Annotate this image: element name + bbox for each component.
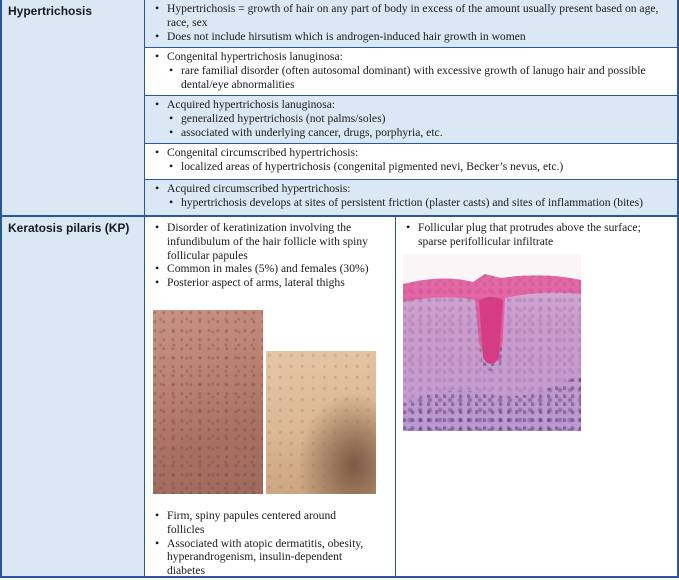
hypertrichosis-section-2 [145,48,677,96]
list-item: • Common in males (5%) and females (30%) [153,262,383,276]
histology-plug-illustration [403,254,581,431]
sub-list-item: • rare familial disorder (often autosomal dominant) with excessive growth of lanugo hair and possible dental/eye abnormalities [167,64,671,92]
list-item: • Does not include hirsutism which is androgen-induced hair growth in women [153,30,671,44]
list-item: • Acquired hypertrichosis lanuginosa: [153,98,671,112]
hypertrichosis-section-4 [145,144,677,180]
list-item: • Disorder of keratinization involving the infundibulum of the hair follicle with spiny follicular papules [153,221,383,262]
hypertrichosis-section-1 [145,0,677,48]
list-item: • Firm, spiny papules centered around follicles [153,509,373,537]
hypertrichosis-row [2,0,677,215]
kp-clinical-photo-arm [153,310,263,494]
list-item: • Acquired circumscribed hypertrichosis: [153,182,671,196]
list-item: • Posterior aspect of arms, lateral thighs [153,276,383,290]
hypertrichosis-section-3 [145,96,677,144]
list-item: • Associated with atopic dermatitis, obesity, hyperandrogenism, insulin-dependent diabetes [153,537,373,578]
kp-clinical-photo-thigh [266,351,376,494]
keratosis-pilaris-label: Keratosis pilaris (KP) [2,217,145,576]
kp-histology-image [403,254,581,431]
sub-list-item: • localized areas of hypertrichosis (congenital pigmented nevi, Becker’s nevus, etc.) [167,160,671,174]
kp-left-bottom-notes [145,505,385,580]
hypertrichosis-label: Hypertrichosis [2,0,145,215]
list-item: • Congenital circumscribed hypertrichosis: [153,146,671,160]
list-item: • Follicular plug that protrudes above the surface; sparse perifollicular infiltrate [404,221,664,249]
sub-list-item: • hypertrichosis develops at sites of persistent friction (plaster casts) and sites of inflammation (bites) [167,196,671,210]
list-item: • Congenital hypertrichosis lanuginosa: [153,50,671,64]
sub-list-item: • generalized hypertrichosis (not palms/soles) [167,112,671,126]
keratosis-pilaris-row [2,217,677,576]
hypertrichosis-section-5 [145,180,677,215]
sub-list-item: • associated with underlying cancer, drugs, porphyria, etc. [167,126,671,140]
list-item: • Hypertrichosis = growth of hair on any part of body in excess of the amount usually present based on age, race, sex [153,2,671,30]
